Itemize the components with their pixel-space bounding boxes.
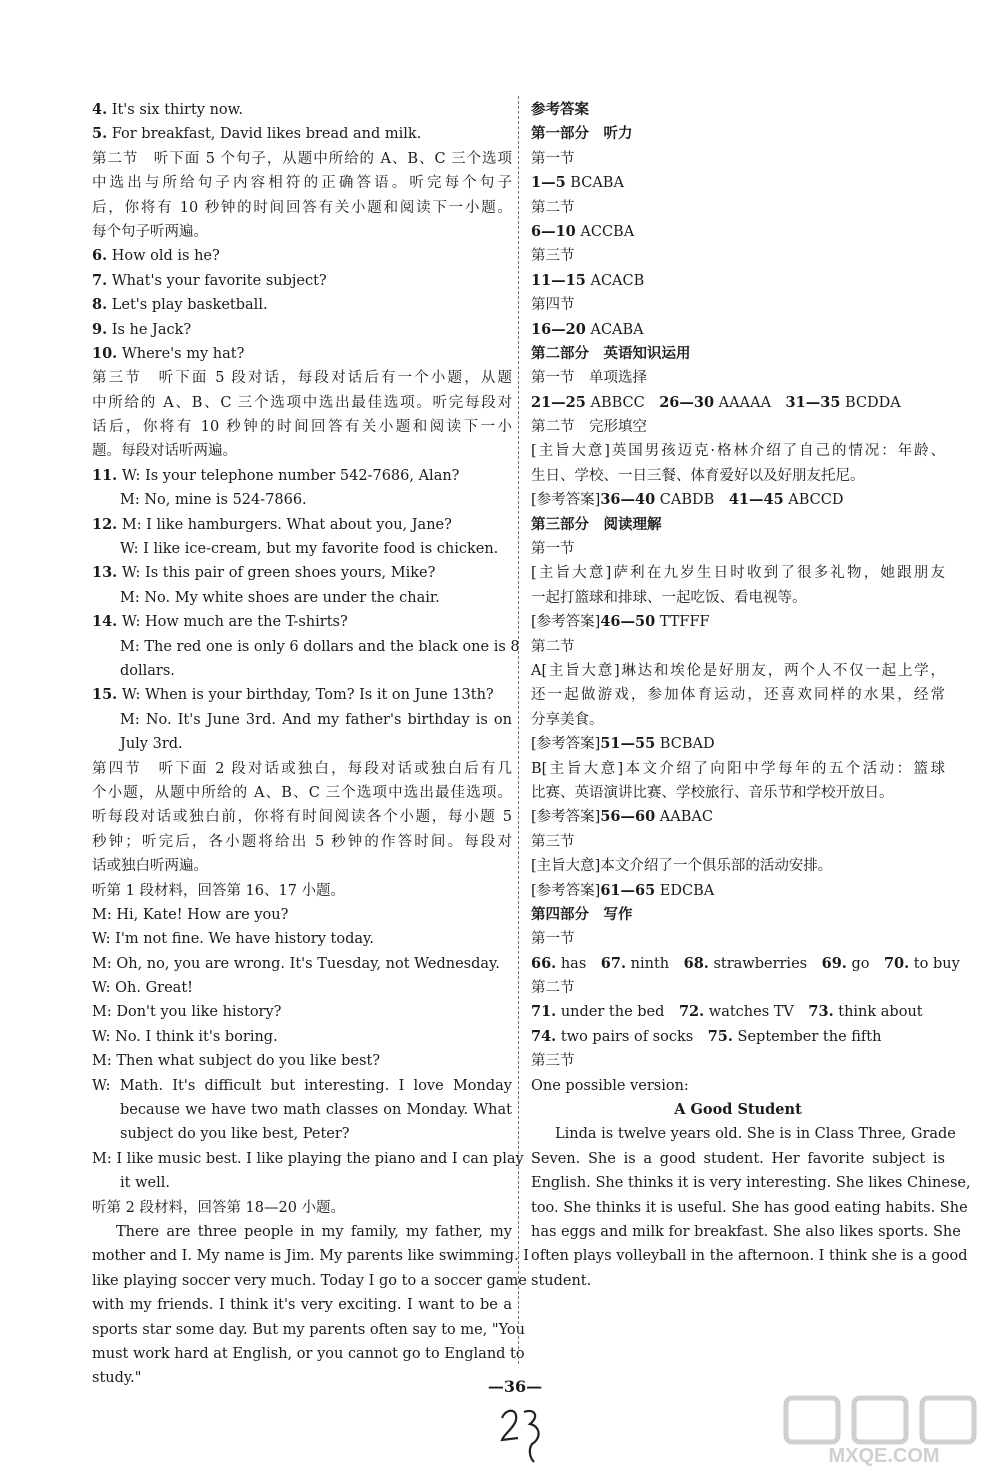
line-text: 第一节 [531, 541, 575, 558]
item-number: 26—30 [659, 393, 715, 411]
right-line [531, 269, 945, 293]
item-number: 12. [92, 515, 118, 533]
line-text: subject do you like best, Peter? [120, 1126, 350, 1143]
left-line [92, 781, 512, 805]
item-number: 6. [92, 247, 108, 265]
left-line [92, 269, 512, 293]
line-text: 参考答案 [531, 101, 589, 118]
right-line [531, 415, 945, 439]
watermark-logo [766, 1392, 996, 1468]
right-line [531, 927, 945, 951]
line-text: mother and I. My name is Jim. My parents like swimming. I [92, 1248, 530, 1265]
line-text: 第二节 [531, 638, 575, 655]
line-text: Seven. She is a good student. Her favorite subject is [531, 1150, 945, 1167]
item-number: 4. [92, 101, 108, 118]
left-line [92, 757, 512, 781]
right-line [531, 1122, 956, 1146]
item-number: 21—25 [531, 393, 586, 411]
line-text: BCBAD [655, 736, 715, 753]
item-number: 70. [883, 954, 910, 972]
item-number: 8. [92, 296, 108, 314]
right-line [531, 635, 945, 659]
line-text: BCABA [565, 175, 624, 192]
line-text: like playing soccer very much. Today I go to a soccer game [92, 1272, 527, 1289]
right-line [531, 830, 945, 854]
line-text: [主旨大意]萨利在九岁生日时收到了很多礼物，她跟朋友 [531, 565, 945, 582]
line-text: [参考答案] [531, 614, 601, 631]
right-line [531, 366, 945, 390]
left-line [92, 98, 512, 122]
line-text: has eggs and milk for breakfast. She also likes sports. She [531, 1223, 961, 1240]
right-line [531, 708, 945, 732]
item-number: 51—55 [600, 735, 656, 753]
line-text: 中选出与所给句子内容相符的正确答语。听完每个句子 [92, 175, 512, 192]
line-text: because we have two math classes on Monday. What [120, 1102, 512, 1119]
line-text: 第二节 听下面 5 个句子，从题中所给的 A、B、C 三个选项 [92, 150, 512, 167]
right-line [531, 1220, 961, 1244]
right-line [531, 781, 945, 805]
left-line [92, 879, 512, 903]
left-line [92, 1025, 512, 1049]
item-number: 41—45 [728, 491, 784, 509]
left-line [92, 830, 512, 854]
right-line [531, 976, 945, 1000]
left-line [92, 732, 512, 756]
right-line [531, 98, 945, 122]
right-line [531, 854, 945, 878]
page-number: —36— [487, 1377, 543, 1396]
line-text: 秒钟；听完后，各小题将给出 5 秒钟的作答时间。每段对 [92, 833, 512, 850]
left-line [92, 537, 512, 561]
line-text: 第三节 听下面 5 段对话，每段对话后有一个小题，从题 [92, 370, 512, 387]
line-text: must work hard at English, or you cannot go to England to [92, 1345, 525, 1362]
left-line [92, 196, 512, 220]
line-text: M: The red one is only 6 dollars and the black one is 8 [120, 638, 520, 655]
line-text: Linda is twelve years old. She is in Class Three, Grade [555, 1126, 956, 1143]
left-line [92, 342, 512, 366]
right-line [531, 196, 945, 220]
left-line [92, 1366, 512, 1390]
item-number: 15. [92, 686, 118, 704]
right-line [531, 293, 945, 317]
item-number: 9. [92, 320, 108, 338]
line-text: M: Hi, Kate! How are you? [92, 906, 289, 923]
line-text: How old is he? [107, 248, 220, 265]
right-line [531, 610, 945, 634]
left-line [92, 415, 512, 439]
line-text: ACACB [585, 272, 645, 289]
line-text: W: Is this pair of green shoes yours, Mike? [117, 565, 436, 582]
line-text: 每个句子听两遍。 [92, 223, 208, 240]
right-line [531, 683, 945, 707]
line-text: has [556, 955, 601, 972]
right-line [531, 537, 945, 561]
left-line [92, 122, 512, 146]
item-number: 69. [821, 954, 847, 972]
item-number: 56—60 [600, 808, 656, 826]
left-line [92, 391, 512, 415]
line-text: M: Oh, no, you are wrong. It's Tuesday, not Wednesday. [92, 955, 500, 972]
line-text: 第四部分 写作 [531, 905, 633, 923]
line-text: [参考答案] [531, 736, 601, 753]
left-line [92, 171, 512, 195]
line-text: to buy [909, 955, 960, 972]
line-text: 第一节 单项选择 [531, 370, 647, 387]
line-text: W: Math. It's difficult but interesting. I love Monday [92, 1077, 512, 1094]
left-line [92, 1196, 512, 1220]
right-line [531, 464, 945, 488]
left-line [92, 147, 512, 171]
right-line [531, 1025, 945, 1049]
item-number: 73. [808, 1003, 834, 1021]
left-line [92, 586, 512, 610]
left-line [92, 976, 512, 1000]
right-line [531, 732, 945, 756]
item-number: 67. [600, 954, 627, 972]
line-text: two pairs of socks [556, 1028, 708, 1045]
right-line [531, 439, 945, 463]
item-number: 1—5 [531, 174, 566, 192]
left-line [92, 439, 512, 463]
left-line [92, 1074, 512, 1098]
item-number: 46—50 [600, 613, 656, 631]
left-line [92, 1244, 530, 1268]
line-text: 题。每段对话听两遍。 [92, 443, 237, 460]
left-line [92, 659, 512, 683]
line-text: 第四节 听下面 2 段对话或独白，每段对话或独白后有几 [92, 760, 512, 777]
item-number: 31—35 [785, 393, 841, 411]
line-text: 生日、学校、一日三餐、体育爱好以及好朋友托尼。 [531, 467, 865, 484]
line-text: ABCCD [783, 492, 844, 509]
line-text: Is he Jack? [107, 321, 192, 338]
item-number: 68. [683, 954, 709, 972]
item-number: 72. [678, 1003, 705, 1021]
right-line [531, 1171, 971, 1195]
line-text: It's six thirty now. [107, 102, 243, 118]
item-number: 5. [92, 125, 108, 143]
left-line [92, 805, 512, 829]
right-line [531, 757, 945, 781]
left-line [92, 1318, 525, 1342]
line-text: too. She thinks it is useful. She has good eating habits. She [531, 1199, 968, 1216]
left-line [92, 635, 520, 659]
right-line [531, 488, 945, 512]
line-text: M: Don't you like history? [92, 1004, 282, 1021]
line-text: September the fifth [732, 1028, 882, 1045]
line-text: 中所给的 A、B、C 三个选项中选出最佳选项。听完每段对 [92, 394, 512, 411]
line-text: What's your favorite subject? [107, 272, 327, 289]
line-text: A Good Student [674, 1101, 802, 1119]
line-text: 话后，你将有 10 秒钟的时间回答有关小题和阅读下一小 [92, 419, 512, 436]
line-text: 分享美食。 [531, 711, 604, 728]
line-text: 听第 1 段材料，回答第 16、17 小题。 [92, 882, 346, 899]
line-text: with my friends. I think it's very exciting. I want to be a [92, 1297, 512, 1314]
right-line [531, 1269, 945, 1293]
line-text: 后，你将有 10 秒钟的时间回答有关小题和阅读下一小题。 [92, 199, 512, 216]
line-text: One possible version: [531, 1077, 689, 1094]
line-text: 个小题，从题中所给的 A、B、C 三个选项中选出最佳选项。 [92, 784, 512, 801]
right-line [531, 805, 945, 829]
line-text: 第一部分 听力 [531, 125, 633, 143]
left-line [92, 1049, 512, 1073]
line-text: ABBCC [585, 394, 660, 411]
line-text: EDCBA [655, 882, 715, 899]
item-number: 11—15 [531, 271, 586, 289]
line-text: W: Is your telephone number 542-7686, Alan? [117, 467, 460, 484]
line-text: W: I'm not fine. We have history today. [92, 931, 374, 948]
line-text: ACABA [585, 321, 644, 338]
left-line [92, 318, 512, 342]
item-number: 74. [531, 1027, 557, 1045]
line-text: 听每段对话或独白前，你将有时间阅读各个小题，每小题 5 [92, 809, 512, 826]
right-line [531, 220, 945, 244]
line-text: 听第 2 段材料，回答第 18—20 小题。 [92, 1199, 346, 1216]
left-line [92, 293, 512, 317]
line-text: 第二部分 英语知识运用 [531, 344, 691, 362]
right-line [531, 171, 945, 195]
left-line [92, 1000, 512, 1024]
item-number: 10. [92, 344, 118, 362]
left-line [92, 903, 512, 927]
left-line [92, 561, 512, 585]
line-text: 一起打篮球和排球、一起吃饭、看电视等。 [531, 589, 807, 606]
right-line [531, 1098, 945, 1122]
left-line [92, 1171, 512, 1195]
line-text: [参考答案] [531, 882, 601, 899]
right-line [531, 147, 945, 171]
line-text: 还一起做游戏，参加体育运动，还喜欢同样的水果，经常 [531, 687, 945, 704]
line-text: [参考答案] [531, 492, 601, 509]
line-text: A[主旨大意]琳达和埃伦是好朋友，两个人不仅一起上学， [531, 662, 945, 679]
line-text: M: I like hamburgers. What about you, Jane? [117, 516, 452, 533]
line-text: [主旨大意]英国男孩迈克·格林介绍了自己的情况：年龄、 [531, 443, 945, 460]
item-number: 66. [531, 954, 557, 972]
left-line [92, 244, 512, 268]
item-number: 16—20 [531, 320, 586, 338]
right-line [531, 1049, 945, 1073]
left-line [92, 854, 512, 878]
left-line [92, 683, 512, 707]
line-text: 第一节 [531, 150, 575, 167]
line-text: AAAAA [714, 394, 786, 411]
item-number: 71. [531, 1003, 557, 1021]
left-line [92, 513, 512, 537]
left-line [92, 1269, 527, 1293]
item-number: 75. [707, 1027, 733, 1045]
left-line [92, 1147, 524, 1171]
right-line [531, 561, 945, 585]
line-text: 第三节 [531, 833, 575, 850]
right-line [531, 586, 945, 610]
line-text: There are three people in my family, my father, my [116, 1223, 512, 1240]
line-text: Where's my hat? [117, 345, 245, 362]
line-text: 第三部分 阅读理解 [531, 515, 662, 533]
line-text: [参考答案] [531, 809, 601, 826]
line-text: study." [92, 1370, 142, 1387]
line-text: dollars. [120, 662, 175, 679]
line-text: 比赛、英语演讲比赛、学校旅行、音乐节和学校开放日。 [531, 784, 894, 801]
item-number: 14. [92, 613, 118, 631]
line-text: 第三节 [531, 248, 575, 265]
right-line [531, 659, 945, 683]
left-line [92, 1122, 512, 1146]
right-line [531, 1074, 945, 1098]
item-number: 7. [92, 271, 108, 289]
column-divider [518, 96, 519, 1364]
line-text: M: I like music best. I like playing the piano and I can play [92, 1150, 524, 1167]
svg-text:MXQE.COM: MXQE.COM [828, 1445, 940, 1467]
line-text: W: Oh. Great! [92, 980, 193, 997]
right-line [531, 903, 945, 927]
left-line [92, 1342, 525, 1366]
right-column-answer-key [531, 98, 971, 1293]
right-line [531, 391, 945, 415]
line-text: under the bed [556, 1004, 679, 1021]
line-text: W: How much are the T-shirts? [117, 614, 348, 631]
line-text: strawberries [708, 955, 822, 972]
right-line [531, 1244, 968, 1268]
line-text: ninth [626, 955, 684, 972]
line-text: it well. [120, 1175, 170, 1192]
line-text: [主旨大意]本文介绍了一个俱乐部的活动安排。 [531, 858, 833, 875]
right-line [531, 513, 945, 537]
line-text: CABDB [655, 492, 729, 509]
line-text: 第三节 [531, 1053, 575, 1070]
left-line [92, 1293, 512, 1317]
right-line [531, 1000, 945, 1024]
left-line [92, 464, 512, 488]
line-text: go [846, 955, 884, 972]
line-text: 第二节 [531, 980, 575, 997]
line-text: 第一节 [531, 931, 575, 948]
left-line [92, 927, 512, 951]
line-text: AABAC [655, 809, 713, 826]
line-text: 第二节 [531, 199, 575, 216]
left-line [92, 708, 512, 732]
right-line [531, 244, 945, 268]
line-text: Let's play basketball. [107, 297, 268, 314]
line-text: W: When is your birthday, Tom? Is it on June 13th? [117, 687, 494, 704]
line-text: 第二节 完形填空 [531, 419, 647, 436]
item-number: 13. [92, 564, 118, 582]
left-line [92, 1098, 512, 1122]
right-line [531, 342, 945, 366]
left-line [92, 1220, 512, 1244]
line-text: M: Then what subject do you like best? [92, 1053, 381, 1070]
line-text: M: No. My white shoes are under the chair. [120, 589, 440, 606]
item-number: 6—10 [531, 222, 576, 240]
item-number: 61—65 [600, 881, 656, 899]
line-text: think about [833, 1004, 923, 1021]
right-line [531, 1196, 968, 1220]
line-text: 第四节 [531, 297, 575, 314]
left-line [92, 610, 512, 634]
line-text: M: No. It's June 3rd. And my father's birthday is on [120, 711, 512, 728]
right-line [531, 1147, 945, 1171]
line-text: sports star some day. But my parents often say to me, "You [92, 1321, 525, 1338]
line-text: W: I like ice-cream, but my favorite food is chicken. [120, 541, 499, 558]
left-line [92, 366, 512, 390]
line-text: English. She thinks it is very interesting. She likes Chinese, [531, 1175, 971, 1192]
right-line [531, 952, 960, 976]
line-text: W: No. I think it's boring. [92, 1028, 278, 1045]
left-line [92, 488, 512, 512]
left-line [92, 220, 512, 244]
line-text: For breakfast, David likes bread and milk. [107, 126, 422, 143]
line-text: ACCBA [575, 223, 635, 240]
line-text: watches TV [704, 1004, 809, 1021]
right-line [531, 318, 945, 342]
right-line [531, 122, 945, 146]
handwritten-number [496, 1404, 546, 1466]
line-text: BCDDA [840, 394, 901, 411]
line-text: often plays volleyball in the afternoon. I think she is a good [531, 1248, 968, 1265]
item-number: 11. [92, 466, 118, 484]
item-number: 36—40 [600, 491, 656, 509]
left-line [92, 952, 512, 976]
line-text: B[主旨大意]本文介绍了向阳中学每年的五个活动：篮球 [531, 760, 945, 777]
line-text: M: No, mine is 524-7866. [120, 492, 307, 509]
right-line [531, 879, 945, 903]
line-text: TTFFF [655, 614, 710, 631]
line-text: July 3rd. [120, 736, 183, 753]
line-text: student. [531, 1272, 592, 1289]
line-text: 话或独白听两遍。 [92, 858, 208, 875]
